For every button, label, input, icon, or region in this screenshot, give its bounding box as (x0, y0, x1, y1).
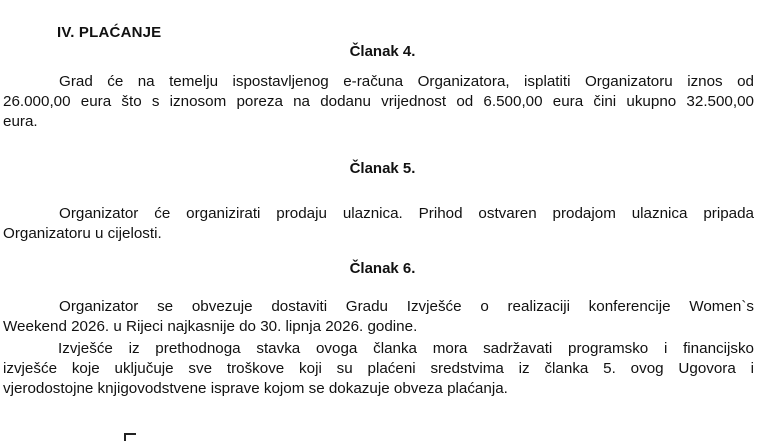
paragraph-line: Grad će na temelju ispostavljenog e-računa Organizatora, isplatiti Organizatoru iznos od (59, 73, 754, 90)
paragraph-line: Organizator će organizirati prodaju ulaznica. Prihod ostvaren prodajom ulaznica pripada (59, 205, 754, 222)
paragraph-line: izvješće koje uključuje sve troškove koji su plaćeni sredstvima iz članka 5. ovog Ugovora i (3, 360, 754, 377)
section-heading: IV. PLAĆANJE (57, 24, 162, 41)
paragraph-line: Organizator se obvezuje dostaviti Gradu Izvješće o realizaciji konferencije Women`s (59, 298, 754, 315)
paragraph-line: eura. (3, 113, 38, 130)
paragraph-line: Izvješće iz prethodnoga stavka ovoga članka mora sadržavati programsko i financijsko (58, 340, 754, 357)
paragraph-line: vjerodostojne knjigovodstvene isprave kojom se dokazuje obveza plaćanja. (3, 380, 508, 397)
article-6-paragraph-2 (3, 339, 754, 399)
paragraph-line: 26.000,00 eura što s iznosom poreza na dodanu vrijednost od 6.500,00 eura čini ukupno 32.500,00 (3, 93, 754, 110)
article-6-title: Članak 6. (349, 260, 416, 277)
article-5-title: Članak 5. (349, 160, 416, 177)
article-5-paragraph (3, 204, 754, 244)
article-6-paragraph-1 (3, 297, 754, 337)
article-4-paragraph (3, 72, 754, 132)
article-4-title: Članak 4. (349, 43, 416, 60)
paragraph-line: Organizatoru u cijelosti. (3, 225, 162, 242)
cut-off-text-fragment (124, 433, 136, 441)
paragraph-line: Weekend 2026. u Rijeci najkasnije do 30. lipnja 2026. godine. (3, 318, 418, 335)
